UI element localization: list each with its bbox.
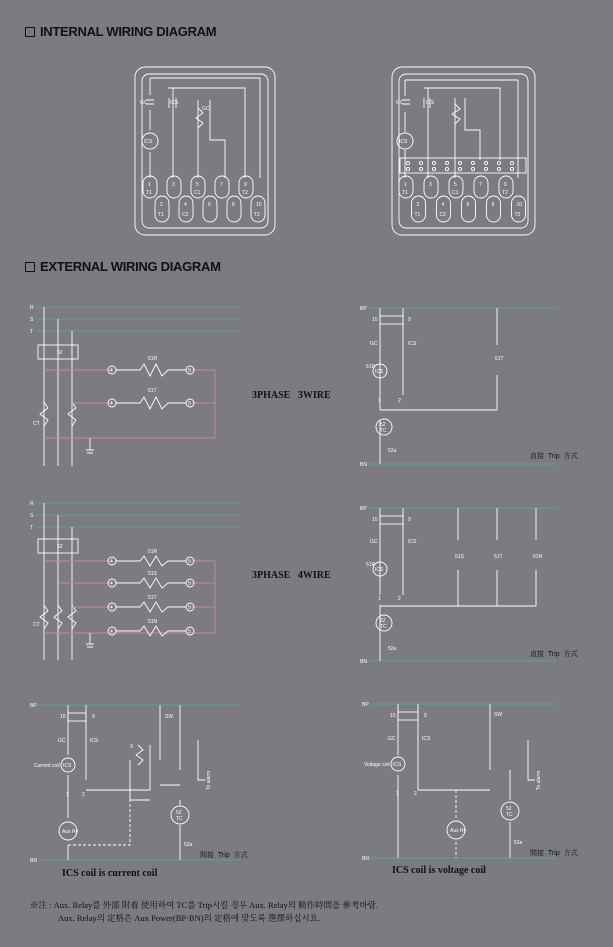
terminal-sub: T2 xyxy=(254,212,260,218)
gc-label: GC xyxy=(388,736,396,742)
terminal-bottom xyxy=(155,196,169,222)
relay-coil-icon xyxy=(116,364,186,409)
label-gc-2: GC xyxy=(202,106,210,112)
terminal-block xyxy=(399,176,526,222)
aux-52a-label: 52a xyxy=(184,842,193,848)
bp-label: BP xyxy=(360,306,367,312)
terminal-2: 2 xyxy=(414,791,417,797)
bp-label: BP xyxy=(30,703,37,709)
tc-label-52: 52 xyxy=(380,422,386,428)
relay-51t-label: 51T xyxy=(495,356,504,362)
terminal-number: 10 xyxy=(516,202,523,208)
terminal-number: 4 xyxy=(110,605,113,611)
gc-coil-icon xyxy=(452,104,460,124)
terminal-bottom xyxy=(179,196,193,222)
terminal-number: 3 xyxy=(429,182,432,188)
contact-dot xyxy=(419,161,422,164)
terminal-number: 6 xyxy=(466,202,470,208)
terminal-number: 5 xyxy=(188,559,191,565)
relay-coil-icon xyxy=(116,602,186,612)
ct-label: CT xyxy=(33,421,40,427)
terminal-number: 1 xyxy=(148,182,151,188)
terminal-number: 4 xyxy=(110,581,113,587)
internal-diagram-right xyxy=(392,67,535,235)
contact-dot xyxy=(445,167,448,170)
indirect-trip-current-coil xyxy=(30,703,248,879)
terminal-5: 5 xyxy=(188,368,191,374)
terminal-sub: T1 xyxy=(158,212,164,218)
terminal-number: 8 xyxy=(491,202,495,208)
ics-label: ICS xyxy=(408,341,417,347)
terminal-sub: C1 xyxy=(452,190,459,196)
internal-diagram-left xyxy=(135,67,275,235)
terminal-1: 1 xyxy=(396,791,399,797)
bus-label-t: T xyxy=(30,329,34,335)
terminal-bottom xyxy=(251,196,265,222)
trip-mode-label: 直接 Trip 方式 xyxy=(530,453,578,460)
shorting-contacts xyxy=(406,161,513,170)
trip-mode-label: 間接 Trip 方式 xyxy=(530,850,578,857)
label-ics: ICS xyxy=(426,100,435,106)
terminal-number: 1 xyxy=(404,182,407,188)
label-ics-coil: ICS xyxy=(144,139,153,145)
terminal-number: 4 xyxy=(184,202,187,208)
tc-label: TC xyxy=(380,428,387,434)
terminal-number: 9 xyxy=(244,182,247,188)
contact-dot xyxy=(471,167,474,170)
terminal-sub: T1 xyxy=(414,212,421,218)
contact-dot xyxy=(497,167,500,170)
relay-case-outline xyxy=(392,67,535,235)
terminal-number: 2 xyxy=(160,202,163,208)
bus-label-s: S xyxy=(30,317,34,323)
terminal-number: 10 xyxy=(256,202,262,208)
relay-coil-icon xyxy=(116,626,186,636)
label-gc: GC xyxy=(396,100,404,106)
mode-3phase-3wire: 3PHASE 3WIRE xyxy=(252,390,331,401)
relay-label: 51S xyxy=(148,571,157,577)
coil-type-label: Voltage coil xyxy=(364,762,390,768)
terminal-sub: T1 xyxy=(146,190,152,196)
mode-3phase-4wire: 3PHASE 4WIRE xyxy=(252,570,331,581)
caption-current-coil: ICS coil is current coil xyxy=(62,868,158,879)
x-label: X xyxy=(130,744,134,750)
terminal-number: 5 xyxy=(196,182,199,188)
tc-label: TC xyxy=(176,816,183,822)
contact-dot xyxy=(406,161,409,164)
shorting-bar xyxy=(400,158,526,173)
terminal-9: 9 xyxy=(424,713,427,719)
caption-voltage-coil: ICS coil is voltage coil xyxy=(392,865,486,876)
ics-label: ICS xyxy=(90,738,99,744)
terminal-number: 9 xyxy=(504,182,507,188)
external-3phase-3wire-dc xyxy=(360,306,578,468)
aux-52a-label: 52a xyxy=(388,448,397,454)
relay-51s-label: 51S xyxy=(455,554,464,560)
relay-case-outline xyxy=(135,67,275,235)
indirect-trip-voltage-coil xyxy=(362,702,578,876)
contact-dot xyxy=(432,161,435,164)
terminal-number: 7 xyxy=(220,182,223,188)
terminal-10: 10 xyxy=(390,713,396,719)
relay-label-51t: 51T xyxy=(148,388,157,394)
relay-51n-label: 51N xyxy=(533,554,543,560)
aux-relay-label: Aux Ry xyxy=(450,828,467,834)
ground-icon xyxy=(86,438,94,453)
terminal-9: 9 xyxy=(408,317,411,323)
terminal-number: 4 xyxy=(110,629,113,635)
external-wiring-title: EXTERNAL WIRING DIAGRAM xyxy=(40,259,221,274)
aux-52a-label: 52a xyxy=(388,646,397,652)
relay-label: 51T xyxy=(148,595,157,601)
gc-label: GC xyxy=(58,738,66,744)
terminal-sub: C2 xyxy=(439,212,446,218)
relay-coil-icon xyxy=(136,745,143,765)
contact-dot xyxy=(484,161,487,164)
contact-dot xyxy=(458,161,461,164)
terminal-bottom xyxy=(437,196,451,222)
internal-wiring-title: INTERNAL WIRING DIAGRAM xyxy=(40,24,217,39)
bus-label-t: T xyxy=(30,525,34,531)
contact-dot xyxy=(458,167,461,170)
terminal-number: 7 xyxy=(479,182,482,188)
coil-type-label: Current coil xyxy=(34,763,60,769)
relay-label: 51N xyxy=(148,619,158,625)
contact-dot xyxy=(484,167,487,170)
tc-label-52: 52 xyxy=(176,810,182,816)
terminal-2: 2 xyxy=(398,398,401,404)
terminal-bridge xyxy=(380,316,403,324)
terminal-4: 4 xyxy=(110,401,113,407)
terminal-1: 1 xyxy=(378,398,381,404)
ics-coil-label: ICS xyxy=(63,763,72,769)
gc-label: GC xyxy=(370,539,378,545)
contact-dot xyxy=(445,161,448,164)
relay-51r-label: 51R xyxy=(366,364,376,370)
terminal-sub: T2 xyxy=(242,190,248,196)
terminal-10: 10 xyxy=(372,317,378,323)
terminal-bottom xyxy=(227,196,241,222)
terminal-2: 2 xyxy=(398,596,401,602)
terminal-10: 10 xyxy=(60,714,66,720)
bus-label-r: R xyxy=(30,305,34,311)
terminal-9: 9 xyxy=(408,517,411,523)
tc-label: TC xyxy=(506,812,513,818)
terminal-number: 2 xyxy=(416,202,420,208)
bn-label: BN xyxy=(360,659,367,665)
breaker-label: 52 xyxy=(57,544,63,550)
terminal-sub: C2 xyxy=(182,212,189,218)
bn-label: BN xyxy=(30,858,37,864)
aux-relay-label: Aux Ry xyxy=(62,829,79,835)
terminal-10: 10 xyxy=(372,517,378,523)
label-gc: GC xyxy=(140,100,148,106)
terminal-4: 4 xyxy=(110,368,113,374)
contact-dot xyxy=(510,161,513,164)
trip-mode-label: 直接 Trip 方式 xyxy=(530,651,578,658)
terminal-5: 5 xyxy=(188,401,191,407)
terminal-number: 5 xyxy=(188,629,191,635)
ics-coil-label: ICS xyxy=(375,567,384,573)
contact-dot xyxy=(510,167,513,170)
terminal-number: 5 xyxy=(454,182,457,188)
tc-label: TC xyxy=(380,624,387,630)
bus-label-s: S xyxy=(30,513,34,519)
gc-label: GC xyxy=(370,341,378,347)
aux-52a-label: 52a xyxy=(514,840,523,846)
external-3phase-3wire-ac xyxy=(30,305,238,466)
external-3phase-4wire-dc xyxy=(360,506,578,665)
ics-label: ICS xyxy=(408,539,417,545)
terminal-number: 4 xyxy=(110,559,113,565)
sw-label: SW xyxy=(165,714,174,720)
tc-label-52: 52 xyxy=(506,806,512,812)
terminal-bottom xyxy=(203,196,217,222)
ics-coil-label: ICS xyxy=(393,762,402,768)
terminal-number: 6 xyxy=(208,202,211,208)
relay-label-51r: 51R xyxy=(148,356,158,362)
relay-coil-icon xyxy=(116,578,186,588)
terminal-sub: T1 xyxy=(402,190,408,196)
contact-dot xyxy=(419,167,422,170)
bp-label: BP xyxy=(360,506,367,512)
relay-51r-label: 51R xyxy=(366,562,376,568)
note-line-1: ※注 : Aux. Relay를 外部 附着 使用하여 TC를 Trip시킬 경우 Aux. Relay의 動作時間을 參考바람. xyxy=(30,900,379,910)
contact-dot xyxy=(432,167,435,170)
relay-label: 51R xyxy=(148,549,158,555)
label-ics-coil: ICS xyxy=(399,139,408,145)
terminal-sub: T2 xyxy=(514,212,521,218)
terminal-number: 5 xyxy=(188,581,191,587)
bn-label: BN xyxy=(360,462,367,468)
terminal-bottom xyxy=(487,196,501,222)
terminal-bottom xyxy=(512,196,526,222)
terminal-number: 5 xyxy=(188,605,191,611)
trip-mode-label: 間接 Trip 方式 xyxy=(200,852,248,859)
terminal-bottom xyxy=(462,196,476,222)
terminal-1: 1 xyxy=(66,792,69,798)
relay-coil-icon xyxy=(116,556,186,566)
to-alarm-label: To alarm xyxy=(206,770,212,790)
contact-dot xyxy=(471,161,474,164)
ground-icon xyxy=(86,633,94,647)
terminal-1: 1 xyxy=(378,596,381,602)
ics-label: ICS xyxy=(422,736,431,742)
terminal-block xyxy=(143,176,265,222)
terminal-9: 9 xyxy=(92,714,95,720)
tc-label-52: 52 xyxy=(380,618,386,624)
to-alarm-label: To alarm xyxy=(536,770,542,790)
ct-label: CT xyxy=(33,622,40,628)
terminal-number: 3 xyxy=(172,182,175,188)
contact-dot xyxy=(497,161,500,164)
terminal-bottom xyxy=(412,196,426,222)
bp-label: BP xyxy=(362,702,369,708)
terminal-sub: T2 xyxy=(502,190,508,196)
sw-label: SW xyxy=(494,712,503,718)
bus-label-r: R xyxy=(30,501,34,507)
terminal-number: 8 xyxy=(232,202,235,208)
terminal-sub: C1 xyxy=(194,190,201,196)
label-ics: ICS xyxy=(170,100,179,106)
external-3phase-4wire-ac xyxy=(30,501,238,660)
note-line-2: Aux. Relay의 定格은 Aux Power(BP·BN)의 定格에 맞도록 選擇하십시요. xyxy=(58,913,320,923)
terminal-2: 2 xyxy=(82,792,85,798)
bn-label: BN xyxy=(362,856,369,862)
relay-51t-label: 51T xyxy=(494,554,503,560)
breaker-label: 52 xyxy=(57,350,63,356)
contact-dot xyxy=(406,167,409,170)
ics-coil-label: ICS xyxy=(375,369,384,375)
terminal-number: 4 xyxy=(441,202,445,208)
